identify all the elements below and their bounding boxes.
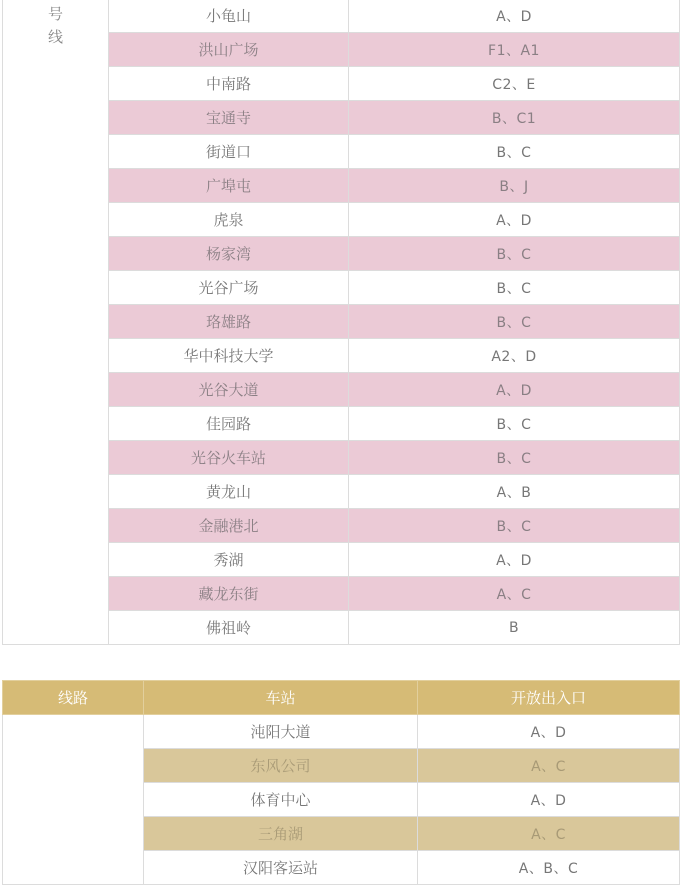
entrances: A2、D — [349, 339, 680, 373]
station-name: 街道口 — [109, 135, 349, 169]
entrances: B、C — [349, 441, 680, 475]
entrances: B、C — [349, 407, 680, 441]
entrances: A、D — [349, 543, 680, 577]
entrances: A、B、C — [418, 851, 680, 885]
station-name: 佳园路 — [109, 407, 349, 441]
column-header-station: 车站 — [144, 681, 418, 715]
entrances: A、D — [418, 715, 680, 749]
entrances: A、C — [418, 749, 680, 783]
entrances: A、D — [349, 373, 680, 407]
station-name: 光谷火车站 — [109, 441, 349, 475]
station-name: 中南路 — [109, 67, 349, 101]
entrances: A、C — [418, 817, 680, 851]
entrances: A、C — [349, 577, 680, 611]
station-name: 沌阳大道 — [144, 715, 418, 749]
station-name: 秀湖 — [109, 543, 349, 577]
line-label-cell — [3, 0, 109, 645]
entrances: B、C — [349, 509, 680, 543]
entrances: B、C — [349, 271, 680, 305]
column-header-entrances: 开放出入口 — [418, 681, 680, 715]
entrances: A、D — [349, 203, 680, 237]
entrances: B、C1 — [349, 101, 680, 135]
metro-line-3-entrance-table — [2, 680, 680, 885]
entrances: B、C — [349, 237, 680, 271]
entrances: B — [349, 611, 680, 645]
station-name: 黄龙山 — [109, 475, 349, 509]
line-label-char: 号 — [48, 5, 64, 23]
entrances: B、C — [349, 305, 680, 339]
entrances: F1、A1 — [349, 33, 680, 67]
line-label-cell — [3, 715, 144, 885]
station-name: 杨家湾 — [109, 237, 349, 271]
table-row — [3, 715, 680, 749]
station-name: 广埠屯 — [109, 169, 349, 203]
station-name: 洪山广场 — [109, 33, 349, 67]
entrances: A、D — [349, 0, 680, 33]
table-header-row — [3, 681, 680, 715]
station-name: 藏龙东街 — [109, 577, 349, 611]
station-name: 金融港北 — [109, 509, 349, 543]
entrances: B、J — [349, 169, 680, 203]
station-name: 东风公司 — [144, 749, 418, 783]
entrances: B、C — [349, 135, 680, 169]
station-name: 光谷广场 — [109, 271, 349, 305]
station-name: 汉阳客运站 — [144, 851, 418, 885]
station-name: 三角湖 — [144, 817, 418, 851]
station-name: 体育中心 — [144, 783, 418, 817]
entrances: C2、E — [349, 67, 680, 101]
station-name: 虎泉 — [109, 203, 349, 237]
entrances: A、B — [349, 475, 680, 509]
entrances: A、D — [418, 783, 680, 817]
station-name: 宝通寺 — [109, 101, 349, 135]
station-name: 小龟山 — [109, 0, 349, 33]
station-name: 珞雄路 — [109, 305, 349, 339]
metro-line-2-entrance-table — [2, 0, 680, 645]
table-row — [3, 0, 680, 33]
station-name: 佛祖岭 — [109, 611, 349, 645]
line-label-char: 线 — [48, 28, 64, 46]
station-name: 光谷大道 — [109, 373, 349, 407]
station-name: 华中科技大学 — [109, 339, 349, 373]
column-header-line: 线路 — [3, 681, 144, 715]
